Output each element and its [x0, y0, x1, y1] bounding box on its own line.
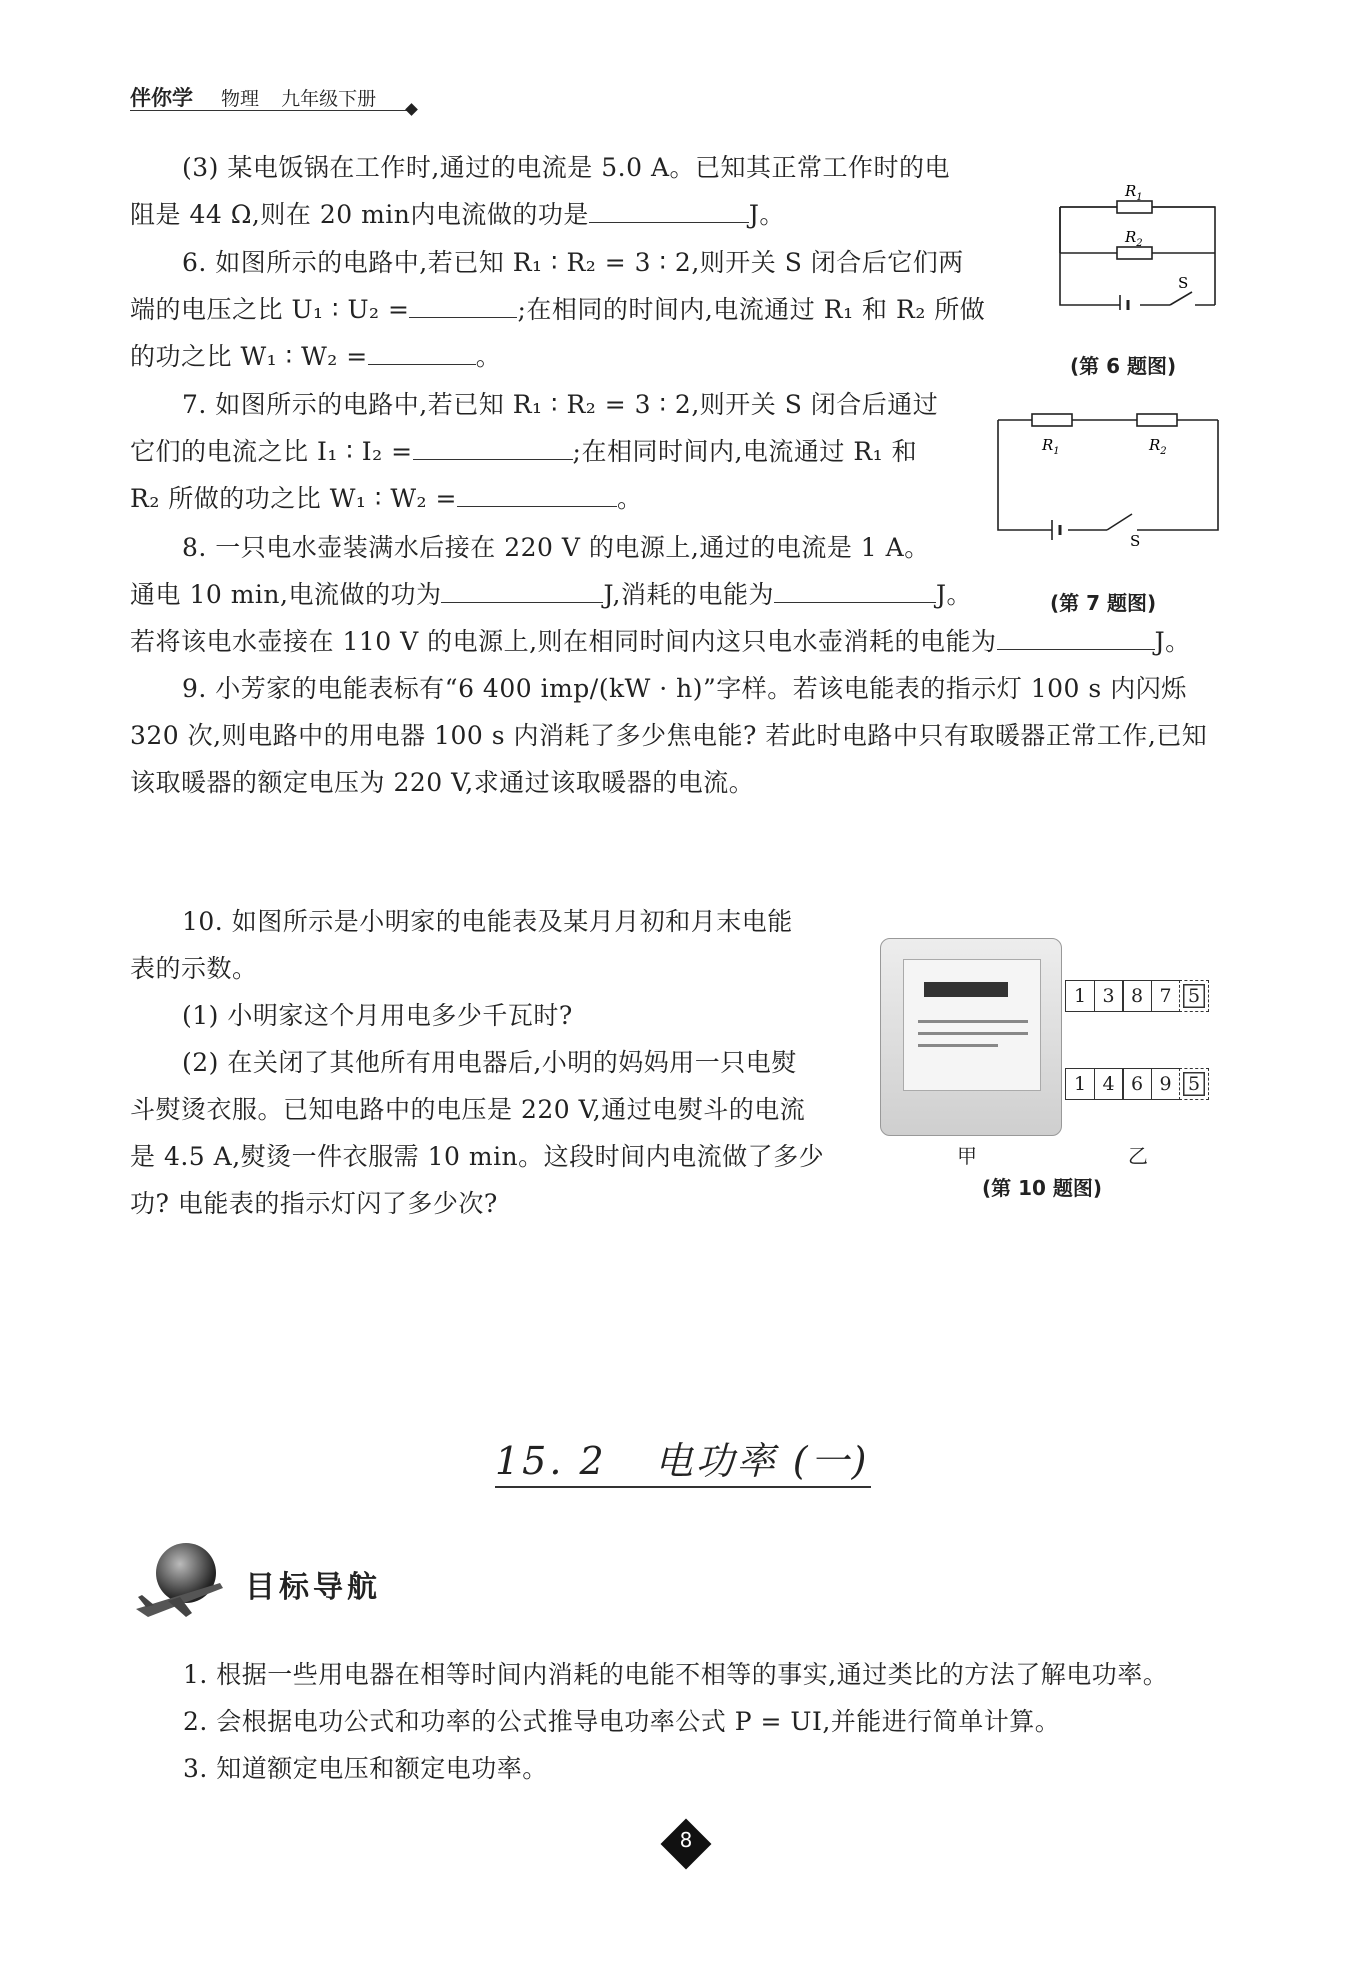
page-header [130, 82, 392, 112]
r1-label: $R_1$ [1125, 182, 1143, 203]
q7-circuit-diagram [992, 408, 1224, 548]
q10-line2: 表的示数。 [130, 954, 258, 983]
header-diamond-icon [405, 103, 418, 116]
q8-line2: 通电 10 min,电流做的功为 J,消耗的电能为 J。 [130, 580, 973, 609]
q6-line2: 端的电压之比 U₁ ∶ U₂ = ;在相同的时间内,电流通过 R₁ 和 R₂ 所做 [130, 295, 986, 324]
label-yi: 乙 [1128, 1144, 1148, 1168]
answer-blank[interactable] [409, 297, 517, 318]
answer-blank[interactable] [457, 486, 617, 507]
brand-name: 伴你学 [130, 86, 193, 110]
q10-line5: 斗熨烫衣服。已知电路中的电压是 220 V,通过电熨斗的电流 [130, 1095, 806, 1124]
digit: 1 [1065, 980, 1095, 1012]
meter-display [924, 982, 1008, 997]
q6-line1: 6. 如图所示的电路中,若已知 R₁ ∶ R₂ = 3 ∶ 2,则开关 S 闭合后它们两 [182, 248, 964, 277]
section-underline [495, 1486, 871, 1488]
grade-label: 九年级下册 [281, 88, 377, 110]
q10-caption: (第 10 题图) [982, 1176, 1103, 1200]
digit: 4 [1094, 1068, 1124, 1100]
q10-line7: 功? 电能表的指示灯闪了多少次? [130, 1189, 498, 1218]
electric-meter-image [880, 938, 1062, 1136]
goal-item: 1. 根据一些用电器在相等时间内消耗的电能不相等的事实,通过类比的方法了解电功率。 [183, 1660, 1169, 1689]
q9-line3: 该取暖器的额定电压为 220 V,求通过该取暖器的电流。 [130, 768, 755, 797]
section-name: 电功率 (一) [654, 1439, 870, 1483]
globe-plane-icon [128, 1535, 228, 1627]
answer-blank[interactable] [441, 582, 603, 603]
answer-blank[interactable] [774, 582, 936, 603]
q6-caption: (第 6 题图) [1070, 354, 1177, 378]
digit: 1 [1065, 1068, 1095, 1100]
digit: 9 [1151, 1068, 1181, 1100]
goals-title: 目标导航 [245, 1570, 381, 1605]
r1-label: $R_1$ [1042, 436, 1060, 457]
answer-blank[interactable] [413, 439, 573, 460]
q9-line2: 320 次,则电路中的用电器 100 s 内消耗了多少焦电能? 若此时电路中只有取暖器正常工作,已知 [130, 721, 1208, 750]
digit-decimal: 5 [1179, 1068, 1209, 1100]
goal-item: 3. 知道额定电压和额定电功率。 [183, 1754, 548, 1783]
subject-label: 物理 [221, 88, 260, 110]
digit-decimal: 5 [1179, 980, 1209, 1012]
section-title [495, 1430, 869, 1485]
r2-label: $R_2$ [1149, 436, 1167, 457]
q7-caption: (第 7 题图) [1050, 591, 1157, 615]
reading-start [1065, 980, 1208, 1012]
answer-blank[interactable] [589, 202, 749, 223]
answer-blank[interactable] [997, 629, 1155, 650]
q8-line3: 若将该电水壶接在 110 V 的电源上,则在相同时间内这只电水壶消耗的电能为 J。 [130, 627, 1191, 656]
digit: 3 [1094, 980, 1124, 1012]
digit: 6 [1122, 1068, 1152, 1100]
q10-line1: 10. 如图所示是小明家的电能表及某月月初和月末电能 [182, 907, 793, 936]
goal-item: 2. 会根据电功公式和功率的公式推导电功率公式 P = UI,并能进行简单计算。 [183, 1707, 1061, 1736]
label-jia: 甲 [957, 1144, 977, 1168]
q8-line1: 8. 一只电水壶装满水后接在 220 V 的电源上,通过的电流是 1 A。 [182, 533, 930, 562]
q6-circuit-diagram [1050, 165, 1220, 310]
reading-end [1065, 1068, 1208, 1100]
q10-line4: (2) 在关闭了其他所有用电器后,小明的妈妈用一只电熨 [182, 1048, 797, 1077]
digit: 7 [1151, 980, 1181, 1012]
switch-label: S [1178, 274, 1189, 292]
page-number: 8 [679, 1828, 693, 1852]
r2-label: $R_2$ [1125, 228, 1143, 249]
q7-line3: R₂ 所做的功之比 W₁ ∶ W₂ = 。 [130, 484, 643, 513]
q10-line6: 是 4.5 A,熨烫一件衣服需 10 min。这段时间内电流做了多少 [130, 1142, 825, 1171]
q10-line3: (1) 小明家这个月用电多少千瓦时? [182, 1001, 573, 1030]
q7-line2: 它们的电流之比 I₁ ∶ I₂ = ;在相同时间内,电流通过 R₁ 和 [130, 437, 918, 466]
digit: 8 [1122, 980, 1152, 1012]
header-rule [130, 110, 412, 111]
q9-line1: 9. 小芳家的电能表标有“6 400 imp/(kW · h)”字样。若该电能表的指示灯 100 s 内闪烁 [182, 674, 1187, 703]
section-number: 15. 2 [495, 1439, 607, 1483]
q6-line3: 的功之比 W₁ ∶ W₂ = 。 [130, 342, 502, 371]
q5-3-line1: (3) 某电饭锅在工作时,通过的电流是 5.0 A。已知其正常工作时的电 [182, 153, 951, 182]
answer-blank[interactable] [368, 344, 476, 365]
switch-label: S [1130, 532, 1141, 548]
q7-line1: 7. 如图所示的电路中,若已知 R₁ ∶ R₂ = 3 ∶ 2,则开关 S 闭合后通过 [182, 390, 939, 419]
q5-3-line2: 阻是 44 Ω,则在 20 min内电流做的功是 J。 [130, 200, 785, 229]
